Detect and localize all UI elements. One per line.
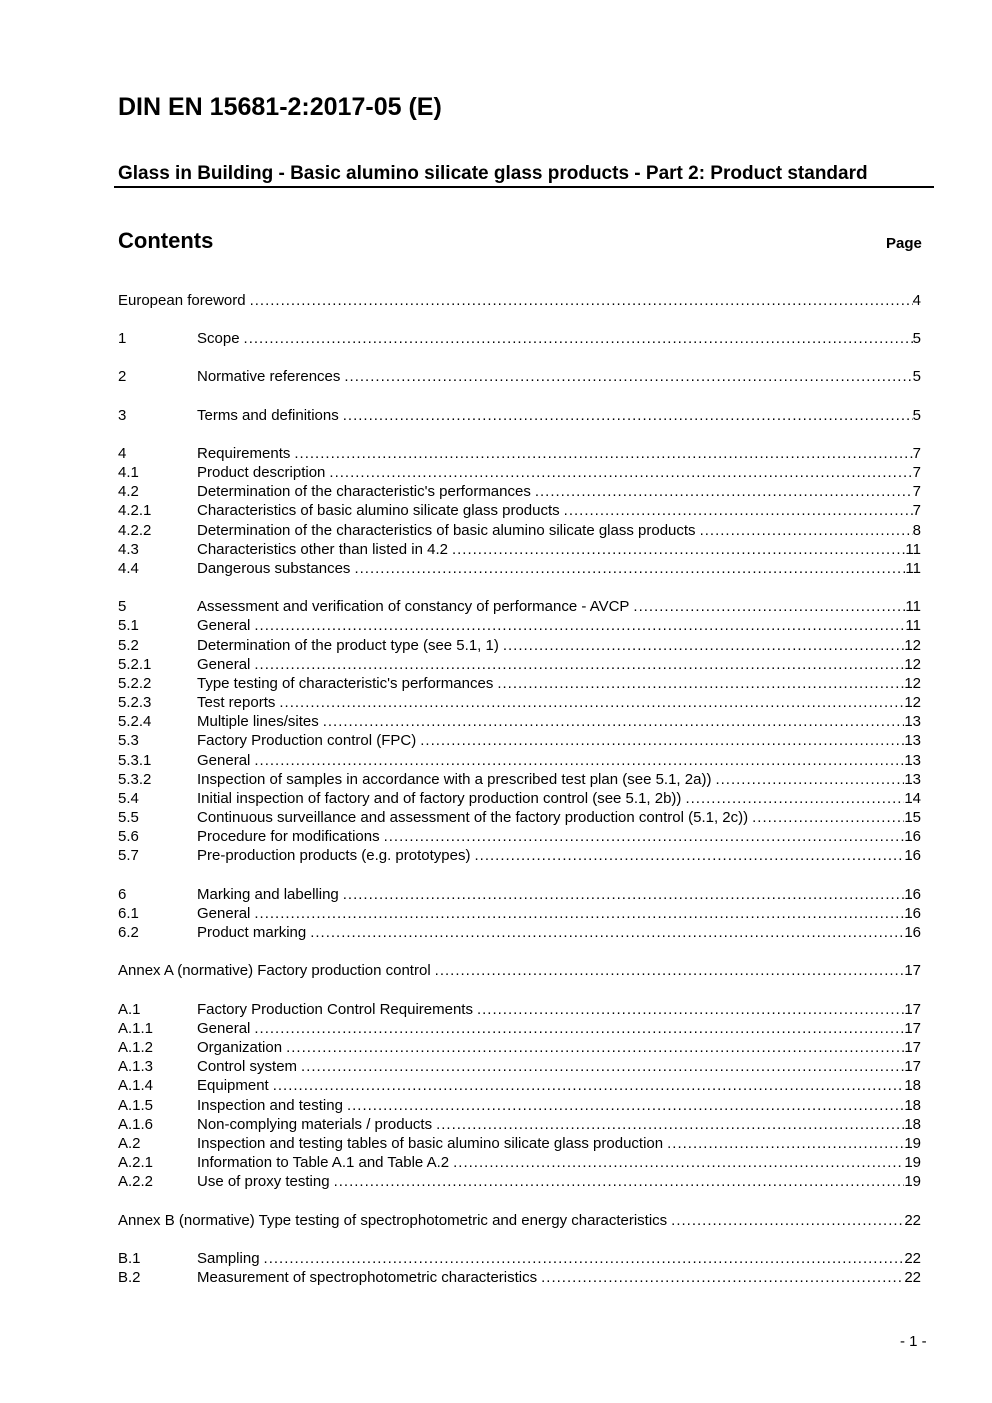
toc-dot-leader: [474, 847, 904, 864]
toc-entry-title: General: [197, 1020, 251, 1037]
toc-dot-leader: [436, 1116, 904, 1133]
document-subtitle: Glass in Building - Basic alumino silicate glass products - Part 2: Product standard: [118, 163, 868, 184]
toc-entry-page: 11: [905, 541, 921, 558]
toc-entry-title: General: [197, 617, 251, 634]
toc-entry-title: Inspection and testing tables of basic alumino silicate glass production: [197, 1135, 664, 1152]
toc-entry-page: 5: [912, 330, 921, 347]
toc-entry-title: Use of proxy testing: [197, 1173, 330, 1190]
toc-dot-leader: [477, 1001, 904, 1018]
toc-entry-number: 4.1: [118, 464, 139, 481]
toc-entry-number: B.2: [118, 1269, 141, 1286]
toc-dot-leader: [301, 1058, 904, 1075]
toc-dot-leader: [420, 732, 904, 749]
toc-entry[interactable]: [118, 483, 921, 502]
toc-entry-page: 14: [904, 790, 921, 807]
toc-entry-number: 6.2: [118, 924, 139, 941]
toc-entry-page: 13: [904, 771, 921, 788]
toc-dot-leader: [343, 886, 905, 903]
toc-entry-title: Characteristics of basic alumino silicate glass products: [197, 502, 560, 519]
toc-dot-leader: [254, 656, 904, 673]
toc-entry[interactable]: [118, 732, 921, 751]
toc-entry-page: 19: [904, 1154, 921, 1171]
toc-dot-leader: [700, 522, 913, 539]
toc-entry-number: A.1.5: [118, 1097, 154, 1114]
toc-entry-page: 13: [904, 713, 921, 730]
page-column-heading: Page: [886, 235, 922, 252]
toc-entry-page: 11: [905, 598, 921, 615]
toc-entry[interactable]: [118, 1058, 921, 1077]
toc-entry[interactable]: [118, 637, 921, 656]
toc-entry-title: Pre-production products (e.g. prototypes): [197, 847, 471, 864]
toc-entry-title: Measurement of spectrophotometric characteristics: [197, 1269, 538, 1286]
toc-entry-number: 4.4: [118, 560, 139, 577]
toc-entry[interactable]: [118, 790, 921, 809]
toc-dot-leader: [264, 1250, 905, 1267]
toc-entry-number: 5.1: [118, 617, 139, 634]
toc-entry-number: A.1.4: [118, 1077, 154, 1094]
toc-dot-leader: [286, 1039, 904, 1056]
toc-entry-number: A.1.1: [118, 1020, 154, 1037]
toc-dot-leader: [273, 1077, 905, 1094]
toc-entry-number: 4.3: [118, 541, 139, 558]
toc-entry-title: Dangerous substances: [197, 560, 351, 577]
toc-entry[interactable]: [118, 330, 921, 349]
toc-entry-title: Multiple lines/sites: [197, 713, 319, 730]
toc-entry-title: Inspection and testing: [197, 1097, 343, 1114]
toc-dot-leader: [343, 407, 913, 424]
page-number-footer: - 1 -: [900, 1333, 927, 1350]
toc-entry[interactable]: [118, 694, 921, 713]
toc-dot-leader: [452, 541, 905, 558]
toc-entry-page: 7: [912, 445, 921, 462]
toc-dot-leader: [354, 560, 905, 577]
toc-entry-number: 4: [118, 445, 127, 462]
toc-entry-page: 5: [912, 407, 921, 424]
toc-entry-page: 17: [904, 1020, 921, 1037]
toc-entry[interactable]: [118, 924, 921, 943]
toc-entry-title: Initial inspection of factory and of factory production control (see 5.1, 2b)): [197, 790, 682, 807]
toc-entry[interactable]: [118, 828, 921, 847]
toc-entry-title: Equipment: [197, 1077, 269, 1094]
toc-entry-page: 7: [912, 464, 921, 481]
toc-entry-page: 16: [904, 924, 921, 941]
toc-entry-title: Continuous surveillance and assessment of the factory production control (5.1, 2c)): [197, 809, 749, 826]
toc-entry[interactable]: [118, 809, 921, 828]
toc-entry-title: Terms and definitions: [197, 407, 339, 424]
toc-entry-number: A.1.6: [118, 1116, 154, 1133]
toc-entry-page: 22: [904, 1250, 921, 1267]
toc-entry-number: 4.2.1: [118, 502, 152, 519]
toc-entry[interactable]: [118, 1173, 921, 1192]
toc-entry[interactable]: [118, 656, 921, 675]
toc-entry[interactable]: [118, 1135, 921, 1154]
toc-dot-leader: [715, 771, 904, 788]
toc-entry-number: 5.3.1: [118, 752, 152, 769]
toc-entry-title: Test reports: [197, 694, 276, 711]
toc-entry-title: General: [197, 905, 251, 922]
toc-entry[interactable]: [118, 1154, 921, 1173]
toc-dot-leader: [254, 1020, 904, 1037]
toc-entry-page: 22: [904, 1212, 921, 1229]
toc-dot-leader: [329, 464, 912, 481]
toc-entry[interactable]: [118, 502, 921, 521]
toc-entry-number: 5.3: [118, 732, 139, 749]
toc-entry-title: Product marking: [197, 924, 307, 941]
toc-entry-number: 3: [118, 407, 127, 424]
toc-dot-leader: [250, 292, 913, 309]
toc-entry-title: Type testing of characteristic's performances: [197, 675, 494, 692]
toc-entry-title: Inspection of samples in accordance with a prescribed test plan (see 5.1, 2a)): [197, 771, 712, 788]
toc-entry-number: 4.2.2: [118, 522, 152, 539]
toc-entry[interactable]: [118, 1039, 921, 1058]
toc-entry-title: Factory Production Control Requirements: [197, 1001, 473, 1018]
toc-entry-page: 17: [904, 1058, 921, 1075]
toc-entry[interactable]: [118, 1250, 921, 1269]
toc-entry-page: 19: [904, 1135, 921, 1152]
toc-entry-page: 13: [904, 752, 921, 769]
toc-dot-leader: [685, 790, 904, 807]
toc-entry-page: 8: [912, 522, 921, 539]
toc-entry-title: Normative references: [197, 368, 341, 385]
toc-dot-leader: [334, 1173, 905, 1190]
toc-dot-leader: [244, 330, 913, 347]
toc-entry[interactable]: [118, 541, 921, 560]
toc-entry-title: Product description: [197, 464, 326, 481]
toc-entry-title: Determination of the characteristics of basic alumino silicate glass products: [197, 522, 696, 539]
toc-entry-number: 5.2.2: [118, 675, 152, 692]
toc-entry-page: 18: [904, 1097, 921, 1114]
toc-entry[interactable]: [118, 617, 921, 636]
toc-dot-leader: [294, 445, 912, 462]
toc-entry[interactable]: [118, 407, 921, 426]
toc-entry-page: 11: [905, 560, 921, 577]
toc-entry[interactable]: [118, 1269, 921, 1288]
toc-entry-page: 11: [905, 617, 921, 634]
toc-dot-leader: [564, 502, 913, 519]
toc-entry[interactable]: [118, 771, 921, 790]
toc-entry-page: 7: [912, 483, 921, 500]
toc-entry-title: Assessment and verification of constancy of performance - AVCP: [197, 598, 630, 615]
toc-entry-title: Control system: [197, 1058, 298, 1075]
toc-entry-page: 18: [904, 1077, 921, 1094]
toc-entry-number: 4.2: [118, 483, 139, 500]
toc-entry[interactable]: [118, 847, 921, 866]
toc-dot-leader: [453, 1154, 904, 1171]
toc-entry-page: 16: [904, 886, 921, 903]
toc-dot-leader: [541, 1269, 904, 1286]
toc-entry[interactable]: [118, 1116, 921, 1135]
toc-entry[interactable]: [118, 445, 921, 464]
toc-entry[interactable]: [118, 292, 921, 311]
toc-entry-title: Determination of the characteristic's performances: [197, 483, 531, 500]
toc-entry-number: 5.3.2: [118, 771, 152, 788]
toc-entry-title: Requirements: [197, 445, 291, 462]
toc-dot-leader: [667, 1135, 904, 1152]
toc-entry-page: 5: [912, 368, 921, 385]
toc-entry[interactable]: [118, 1001, 921, 1020]
toc-entry[interactable]: [118, 1020, 921, 1039]
toc-dot-leader: [310, 924, 904, 941]
toc-entry-page: 17: [904, 1001, 921, 1018]
toc-entry[interactable]: [118, 1212, 921, 1231]
toc-entry[interactable]: [118, 1097, 921, 1116]
toc-entry[interactable]: [118, 560, 921, 579]
toc-entry[interactable]: [118, 464, 921, 483]
toc-entry-title: Marking and labelling: [197, 886, 339, 903]
toc-dot-leader: [503, 637, 904, 654]
toc-entry[interactable]: [118, 522, 921, 541]
toc-dot-leader: [323, 713, 905, 730]
toc-entry-title: Scope: [197, 330, 240, 347]
toc-entry-title: Information to Table A.1 and Table A.2: [197, 1154, 450, 1171]
toc-entry-page: 16: [904, 905, 921, 922]
contents-heading: Contents: [118, 228, 214, 253]
toc-dot-leader: [254, 617, 905, 634]
toc-entry-number: 2: [118, 368, 127, 385]
toc-entry[interactable]: [118, 713, 921, 732]
toc-entry[interactable]: [118, 752, 921, 771]
toc-entry-page: 16: [904, 847, 921, 864]
toc-entry-page: 12: [904, 637, 921, 654]
toc-dot-leader: [344, 368, 912, 385]
toc-entry-number: 6.1: [118, 905, 139, 922]
toc-entry-number: 5.7: [118, 847, 139, 864]
toc-entry-page: 12: [904, 675, 921, 692]
toc-entry-page: 7: [912, 502, 921, 519]
toc-entry-title: General: [197, 656, 251, 673]
toc-entry-number: 1: [118, 330, 127, 347]
toc-entry-title: Non-complying materials / products: [197, 1116, 433, 1133]
toc-entry-page: 19: [904, 1173, 921, 1190]
toc-entry[interactable]: [118, 368, 921, 387]
toc-dot-leader: [384, 828, 905, 845]
toc-entry-title: Annex B (normative) Type testing of spectrophotometric and energy characteristics: [118, 1212, 668, 1229]
toc-entry-number: 5.2.4: [118, 713, 152, 730]
toc-entry[interactable]: [118, 675, 921, 694]
toc-entry-number: A.2.2: [118, 1173, 154, 1190]
toc-entry-number: 5: [118, 598, 127, 615]
toc-dot-leader: [254, 905, 904, 922]
toc-dot-leader: [347, 1097, 904, 1114]
toc-entry-page: 17: [904, 1039, 921, 1056]
toc-dot-leader: [633, 598, 905, 615]
toc-dot-leader: [535, 483, 913, 500]
toc-entry-number: 5.2: [118, 637, 139, 654]
toc-entry-page: 4: [912, 292, 921, 309]
toc-entry-number: A.1: [118, 1001, 141, 1018]
toc-entry-title: Factory Production control (FPC): [197, 732, 417, 749]
toc-entry-number: B.1: [118, 1250, 141, 1267]
toc-entry-number: A.2.1: [118, 1154, 154, 1171]
toc-entry[interactable]: [118, 905, 921, 924]
toc-entry[interactable]: [118, 962, 921, 981]
toc-entry-page: 16: [904, 828, 921, 845]
toc-dot-leader: [279, 694, 904, 711]
toc-entry-title: Determination of the product type (see 5.1, 1): [197, 637, 499, 654]
toc-entry-number: A.1.3: [118, 1058, 154, 1075]
toc-entry-page: 15: [904, 809, 921, 826]
toc-entry-number: 5.5: [118, 809, 139, 826]
toc-entry-number: 5.2.1: [118, 656, 152, 673]
toc-entry-page: 18: [904, 1116, 921, 1133]
toc-entry-number: 5.4: [118, 790, 139, 807]
toc-dot-leader: [254, 752, 904, 769]
toc-entry-number: A.2: [118, 1135, 141, 1152]
toc-entry-title: Organization: [197, 1039, 283, 1056]
toc-entry-number: 5.2.3: [118, 694, 152, 711]
toc-entry-title: European foreword: [118, 292, 246, 309]
toc-entry-page: 22: [904, 1269, 921, 1286]
toc-entry-page: 17: [904, 962, 921, 979]
toc-entry-page: 13: [904, 732, 921, 749]
toc-entry-title: Procedure for modifications: [197, 828, 380, 845]
toc-entry[interactable]: [118, 598, 921, 617]
toc-entry-number: 5.6: [118, 828, 139, 845]
toc-dot-leader: [752, 809, 904, 826]
toc-dot-leader: [497, 675, 904, 692]
toc-entry-title: Annex A (normative) Factory production control: [118, 962, 431, 979]
toc-entry-title: Characteristics other than listed in 4.2: [197, 541, 448, 558]
toc-entry-number: 6: [118, 886, 127, 903]
toc-dot-leader: [435, 962, 905, 979]
toc-entry-title: General: [197, 752, 251, 769]
toc-entry-page: 12: [904, 694, 921, 711]
toc-entry[interactable]: [118, 1077, 921, 1096]
toc-dot-leader: [671, 1212, 904, 1229]
document-title: DIN EN 15681-2:2017-05 (E): [118, 93, 442, 121]
title-divider: [114, 186, 934, 188]
toc-entry[interactable]: [118, 886, 921, 905]
toc-entry-number: A.1.2: [118, 1039, 154, 1056]
toc-entry-page: 12: [904, 656, 921, 673]
toc-entry-title: Sampling: [197, 1250, 260, 1267]
